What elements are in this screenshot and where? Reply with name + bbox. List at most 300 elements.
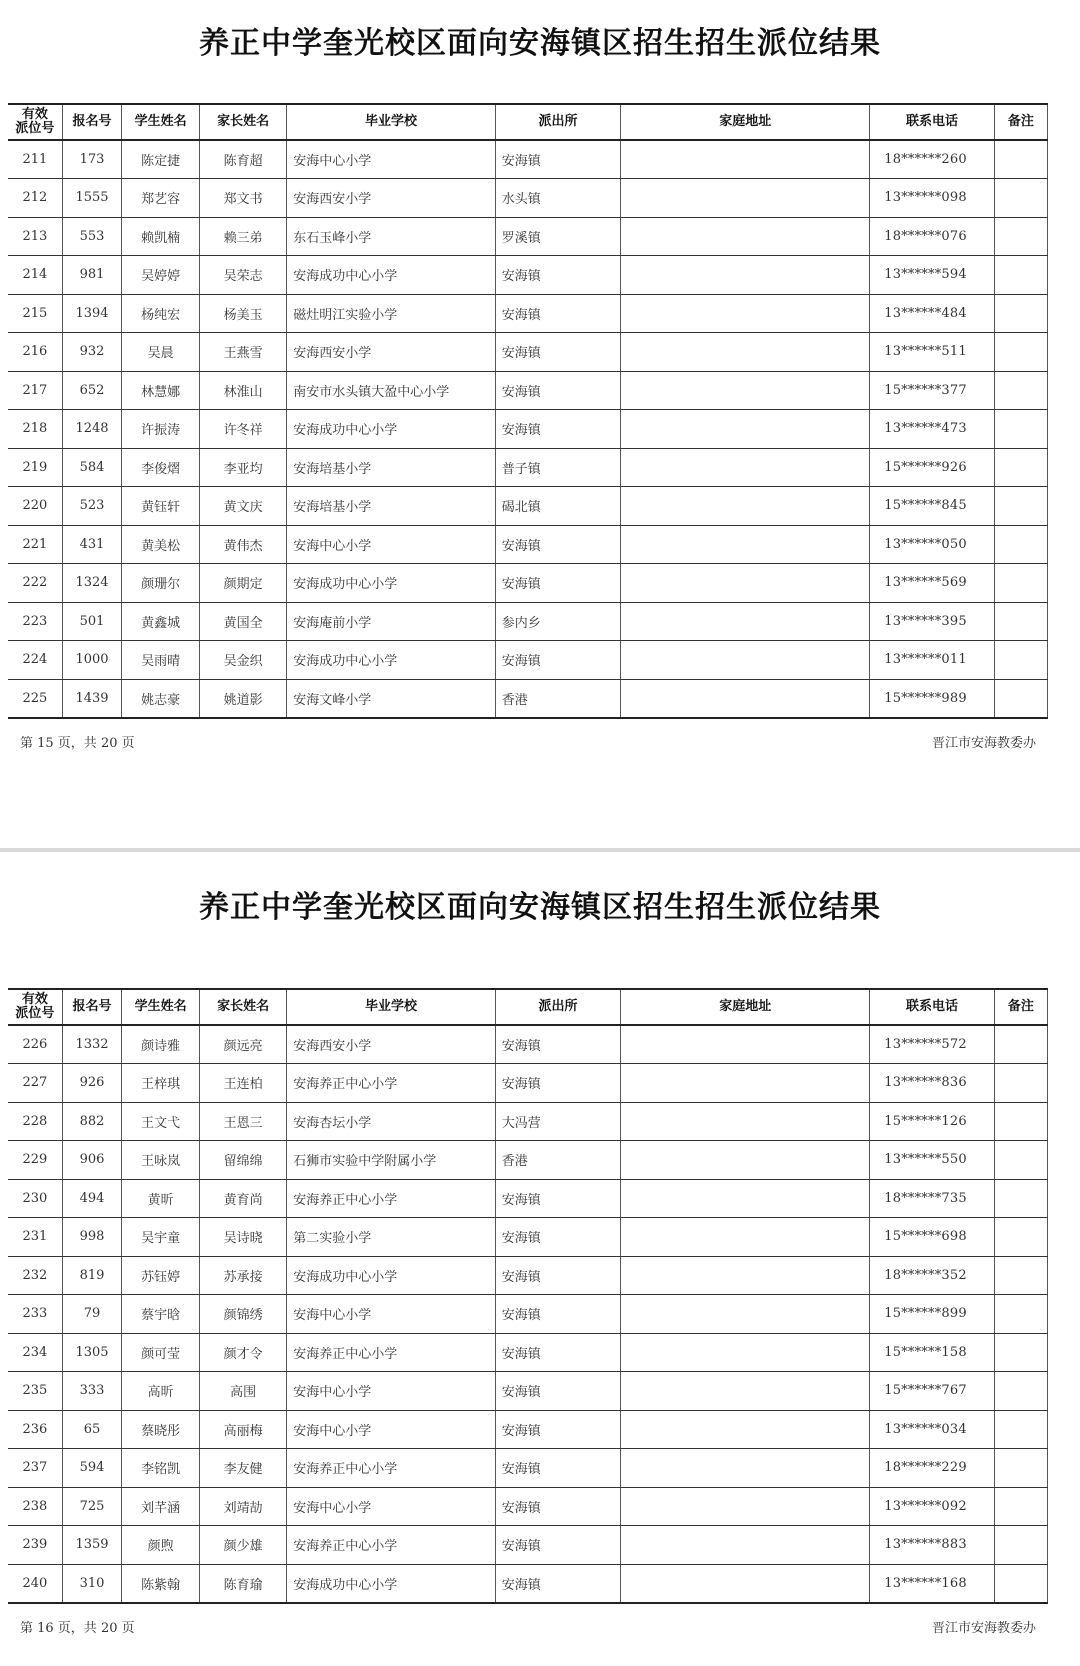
cell-remarks [994, 1025, 1047, 1064]
cell-graduated-school: 南安市水头镇大盈中心小学 [287, 371, 496, 410]
cell-police-station: 安海镇 [495, 410, 621, 449]
cell-allocation-no: 237 [8, 1449, 62, 1488]
table-row [8, 371, 1048, 410]
cell-student-name: 高昕 [122, 1372, 200, 1411]
cell-remarks [994, 1333, 1047, 1372]
cell-graduated-school: 安海成功中心小学 [287, 256, 496, 295]
cell-student-name: 林慧娜 [122, 371, 200, 410]
cell-allocation-no: 214 [8, 256, 62, 295]
cell-allocation-no: 227 [8, 1064, 62, 1103]
cell-graduated-school: 安海文峰小学 [287, 679, 496, 718]
cell-student-name: 郑艺容 [122, 179, 200, 218]
cell-home-address [621, 140, 870, 179]
cell-remarks [994, 410, 1047, 449]
cell-registration-no: 1305 [62, 1333, 122, 1372]
cell-police-station: 安海镇 [495, 1064, 621, 1103]
table-row [8, 1449, 1048, 1488]
cell-allocation-no: 218 [8, 410, 62, 449]
cell-student-name: 吴宇童 [122, 1218, 200, 1257]
cell-home-address [621, 410, 870, 449]
cell-parent-name: 颜才令 [199, 1333, 286, 1372]
cell-parent-name: 留绵绵 [199, 1141, 286, 1180]
cell-registration-no: 501 [62, 602, 122, 641]
cell-registration-no: 494 [62, 1179, 122, 1218]
column-header-police-station: 派出所 [495, 104, 621, 140]
cell-allocation-no: 234 [8, 1333, 62, 1372]
cell-home-address [621, 1141, 870, 1180]
cell-phone: 18******260 [870, 140, 994, 179]
column-header-registration-no: 报名号 [62, 989, 122, 1025]
cell-registration-no: 725 [62, 1487, 122, 1526]
cell-phone: 13******484 [870, 294, 994, 333]
column-header-graduated-school: 毕业学校 [287, 104, 496, 140]
table-row [8, 602, 1048, 641]
cell-student-name: 李铭凯 [122, 1449, 200, 1488]
column-header-parent-name: 家长姓名 [199, 989, 286, 1025]
cell-phone: 13******395 [870, 602, 994, 641]
table-row [8, 641, 1048, 680]
page-title: 养正中学奎光校区面向安海镇区招生招生派位结果 [199, 26, 881, 61]
table-row [8, 448, 1048, 487]
table-row [8, 1179, 1048, 1218]
cell-allocation-no: 235 [8, 1372, 62, 1411]
cell-allocation-no: 225 [8, 679, 62, 718]
cell-police-station: 普子镇 [495, 448, 621, 487]
cell-student-name: 刘芊涵 [122, 1487, 200, 1526]
cell-allocation-no: 220 [8, 487, 62, 526]
column-header-remarks: 备注 [994, 104, 1047, 140]
table-row [8, 333, 1048, 372]
cell-home-address [621, 217, 870, 256]
cell-student-name: 苏钰婷 [122, 1256, 200, 1295]
cell-phone: 13******050 [870, 525, 994, 564]
column-header-registration-no: 报名号 [62, 104, 122, 140]
cell-home-address [621, 1025, 870, 1064]
allocation-table [8, 103, 1048, 719]
cell-parent-name: 高丽梅 [199, 1410, 286, 1449]
cell-student-name: 颜珊尔 [122, 564, 200, 603]
cell-remarks [994, 1372, 1047, 1411]
cell-parent-name: 许冬祥 [199, 410, 286, 449]
cell-registration-no: 333 [62, 1372, 122, 1411]
cell-registration-no: 594 [62, 1449, 122, 1488]
cell-phone: 15******377 [870, 371, 994, 410]
cell-registration-no: 981 [62, 256, 122, 295]
cell-student-name: 蔡晓彤 [122, 1410, 200, 1449]
column-header-student-name: 学生姓名 [122, 104, 200, 140]
cell-student-name: 黄美松 [122, 525, 200, 564]
cell-remarks [994, 1141, 1047, 1180]
cell-home-address [621, 1449, 870, 1488]
table-row [8, 1141, 1048, 1180]
cell-graduated-school: 安海庵前小学 [287, 602, 496, 641]
cell-allocation-no: 219 [8, 448, 62, 487]
cell-home-address [621, 333, 870, 372]
cell-phone: 15******989 [870, 679, 994, 718]
page-title: 养正中学奎光校区面向安海镇区招生招生派位结果 [199, 890, 881, 925]
cell-allocation-no: 222 [8, 564, 62, 603]
cell-graduated-school: 安海西安小学 [287, 333, 496, 372]
cell-home-address [621, 1256, 870, 1295]
table-header-row [8, 989, 1048, 1025]
cell-registration-no: 65 [62, 1410, 122, 1449]
cell-parent-name: 郑文书 [199, 179, 286, 218]
cell-allocation-no: 229 [8, 1141, 62, 1180]
cell-phone: 13******550 [870, 1141, 994, 1180]
cell-graduated-school: 安海成功中心小学 [287, 564, 496, 603]
cell-registration-no: 310 [62, 1564, 122, 1603]
cell-remarks [994, 1449, 1047, 1488]
table-row [8, 487, 1048, 526]
cell-police-station: 碣北镇 [495, 487, 621, 526]
cell-allocation-no: 231 [8, 1218, 62, 1257]
page-number: 第 15 页，共 20 页 [20, 736, 135, 751]
cell-parent-name: 黄文庆 [199, 487, 286, 526]
cell-remarks [994, 487, 1047, 526]
cell-parent-name: 李亚均 [199, 448, 286, 487]
cell-student-name: 吴雨晴 [122, 641, 200, 680]
cell-graduated-school: 安海中心小学 [287, 525, 496, 564]
cell-police-station: 安海镇 [495, 140, 621, 179]
column-header-phone: 联系电话 [870, 104, 994, 140]
cell-phone: 18******352 [870, 1256, 994, 1295]
cell-registration-no: 1332 [62, 1025, 122, 1064]
table-row [8, 1102, 1048, 1141]
cell-police-station: 香港 [495, 679, 621, 718]
cell-parent-name: 黄育尚 [199, 1179, 286, 1218]
cell-registration-no: 584 [62, 448, 122, 487]
cell-allocation-no: 233 [8, 1295, 62, 1334]
table-row [8, 1218, 1048, 1257]
cell-remarks [994, 1064, 1047, 1103]
cell-registration-no: 79 [62, 1295, 122, 1334]
cell-phone: 18******076 [870, 217, 994, 256]
cell-phone: 13******836 [870, 1064, 994, 1103]
cell-graduated-school: 安海西安小学 [287, 179, 496, 218]
cell-phone: 13******883 [870, 1526, 994, 1565]
cell-graduated-school: 石狮市实验中学附属小学 [287, 1141, 496, 1180]
cell-graduated-school: 安海培基小学 [287, 487, 496, 526]
cell-student-name: 王咏岚 [122, 1141, 200, 1180]
cell-police-station: 安海镇 [495, 1179, 621, 1218]
cell-graduated-school: 安海养正中心小学 [287, 1333, 496, 1372]
cell-home-address [621, 602, 870, 641]
cell-graduated-school: 安海中心小学 [287, 1410, 496, 1449]
cell-graduated-school: 磁灶明江实验小学 [287, 294, 496, 333]
cell-phone: 15******845 [870, 487, 994, 526]
cell-allocation-no: 223 [8, 602, 62, 641]
cell-registration-no: 523 [62, 487, 122, 526]
cell-home-address [621, 371, 870, 410]
cell-student-name: 颜诗雅 [122, 1025, 200, 1064]
cell-phone: 15******899 [870, 1295, 994, 1334]
cell-home-address [621, 1102, 870, 1141]
table-row [8, 179, 1048, 218]
column-header-remarks: 备注 [994, 989, 1047, 1025]
cell-parent-name: 颜锦绣 [199, 1295, 286, 1334]
cell-remarks [994, 448, 1047, 487]
cell-graduated-school: 安海成功中心小学 [287, 641, 496, 680]
cell-student-name: 蔡宇晗 [122, 1295, 200, 1334]
table-row [8, 1064, 1048, 1103]
cell-graduated-school: 安海西安小学 [287, 1025, 496, 1064]
cell-allocation-no: 232 [8, 1256, 62, 1295]
cell-graduated-school: 安海养正中心小学 [287, 1064, 496, 1103]
cell-police-station: 参内乡 [495, 602, 621, 641]
cell-phone: 13******511 [870, 333, 994, 372]
cell-allocation-no: 217 [8, 371, 62, 410]
cell-remarks [994, 333, 1047, 372]
cell-remarks [994, 140, 1047, 179]
cell-student-name: 杨纯宏 [122, 294, 200, 333]
cell-police-station: 安海镇 [495, 1487, 621, 1526]
allocation-table [8, 988, 1048, 1604]
column-header-allocation-no: 有效 派位号 [8, 989, 62, 1025]
column-header-police-station: 派出所 [495, 989, 621, 1025]
column-header-home-address: 家庭地址 [621, 989, 870, 1025]
cell-allocation-no: 213 [8, 217, 62, 256]
cell-allocation-no: 224 [8, 641, 62, 680]
issuing-office: 晋江市安海教委办 [931, 736, 1036, 751]
table-row [8, 1333, 1048, 1372]
cell-graduated-school: 安海培基小学 [287, 448, 496, 487]
table-row [8, 410, 1048, 449]
cell-graduated-school: 安海中心小学 [287, 1372, 496, 1411]
cell-parent-name: 王恩三 [199, 1102, 286, 1141]
cell-parent-name: 吴诗晓 [199, 1218, 286, 1257]
cell-allocation-no: 226 [8, 1025, 62, 1064]
cell-graduated-school: 安海成功中心小学 [287, 1564, 496, 1603]
table-row [8, 525, 1048, 564]
cell-phone: 15******698 [870, 1218, 994, 1257]
cell-student-name: 王梓琪 [122, 1064, 200, 1103]
cell-registration-no: 932 [62, 333, 122, 372]
cell-registration-no: 431 [62, 525, 122, 564]
cell-phone: 13******034 [870, 1410, 994, 1449]
cell-home-address [621, 679, 870, 718]
cell-police-station: 安海镇 [495, 1256, 621, 1295]
cell-student-name: 黄钰轩 [122, 487, 200, 526]
cell-remarks [994, 602, 1047, 641]
cell-parent-name: 林淮山 [199, 371, 286, 410]
cell-remarks [994, 564, 1047, 603]
cell-parent-name: 杨美玉 [199, 294, 286, 333]
cell-graduated-school: 安海养正中心小学 [287, 1526, 496, 1565]
cell-registration-no: 553 [62, 217, 122, 256]
table-row [8, 1256, 1048, 1295]
cell-home-address [621, 294, 870, 333]
cell-allocation-no: 239 [8, 1526, 62, 1565]
cell-phone: 15******926 [870, 448, 994, 487]
cell-phone: 13******569 [870, 564, 994, 603]
cell-registration-no: 998 [62, 1218, 122, 1257]
cell-remarks [994, 1564, 1047, 1603]
cell-graduated-school: 安海杏坛小学 [287, 1102, 496, 1141]
cell-police-station: 安海镇 [495, 1410, 621, 1449]
cell-registration-no: 819 [62, 1256, 122, 1295]
cell-parent-name: 王燕雪 [199, 333, 286, 372]
table-row [8, 256, 1048, 295]
cell-parent-name: 吴荣志 [199, 256, 286, 295]
cell-police-station: 安海镇 [495, 1449, 621, 1488]
column-header-parent-name: 家长姓名 [199, 104, 286, 140]
cell-home-address [621, 487, 870, 526]
cell-student-name: 陈紫翰 [122, 1564, 200, 1603]
cell-registration-no: 1394 [62, 294, 122, 333]
cell-phone: 13******092 [870, 1487, 994, 1526]
cell-phone: 15******767 [870, 1372, 994, 1411]
cell-remarks [994, 679, 1047, 718]
cell-allocation-no: 221 [8, 525, 62, 564]
cell-student-name: 吴晨 [122, 333, 200, 372]
cell-parent-name: 颜少雄 [199, 1526, 286, 1565]
cell-graduated-school: 第二实验小学 [287, 1218, 496, 1257]
cell-police-station: 安海镇 [495, 1372, 621, 1411]
cell-home-address [621, 1487, 870, 1526]
cell-home-address [621, 1179, 870, 1218]
table-row [8, 1372, 1048, 1411]
cell-student-name: 赖凯楠 [122, 217, 200, 256]
cell-registration-no: 1555 [62, 179, 122, 218]
cell-parent-name: 姚道影 [199, 679, 286, 718]
cell-parent-name: 陈育超 [199, 140, 286, 179]
cell-registration-no: 1439 [62, 679, 122, 718]
cell-police-station: 安海镇 [495, 333, 621, 372]
cell-allocation-no: 228 [8, 1102, 62, 1141]
cell-home-address [621, 1333, 870, 1372]
cell-remarks [994, 1102, 1047, 1141]
column-header-phone: 联系电话 [870, 989, 994, 1025]
cell-registration-no: 906 [62, 1141, 122, 1180]
cell-remarks [994, 1179, 1047, 1218]
cell-police-station: 安海镇 [495, 1564, 621, 1603]
cell-remarks [994, 1487, 1047, 1526]
cell-parent-name: 苏承接 [199, 1256, 286, 1295]
cell-graduated-school: 安海中心小学 [287, 1487, 496, 1526]
document-page-16 [0, 852, 1080, 1666]
cell-parent-name: 颜期定 [199, 564, 286, 603]
cell-graduated-school: 安海养正中心小学 [287, 1449, 496, 1488]
column-header-student-name: 学生姓名 [122, 989, 200, 1025]
cell-student-name: 吴婷婷 [122, 256, 200, 295]
cell-phone: 13******098 [870, 179, 994, 218]
cell-police-station: 安海镇 [495, 256, 621, 295]
cell-student-name: 颜煦 [122, 1526, 200, 1565]
table-row [8, 1526, 1048, 1565]
cell-allocation-no: 212 [8, 179, 62, 218]
cell-home-address [621, 1526, 870, 1565]
cell-parent-name: 王连柏 [199, 1064, 286, 1103]
cell-parent-name: 陈育瑜 [199, 1564, 286, 1603]
cell-remarks [994, 1295, 1047, 1334]
cell-student-name: 李俊熠 [122, 448, 200, 487]
cell-student-name: 黄鑫城 [122, 602, 200, 641]
cell-graduated-school: 安海成功中心小学 [287, 410, 496, 449]
cell-police-station: 安海镇 [495, 525, 621, 564]
cell-remarks [994, 1526, 1047, 1565]
cell-registration-no: 173 [62, 140, 122, 179]
table-row [8, 1025, 1048, 1064]
cell-allocation-no: 211 [8, 140, 62, 179]
cell-registration-no: 1248 [62, 410, 122, 449]
cell-allocation-no: 236 [8, 1410, 62, 1449]
cell-parent-name: 李友健 [199, 1449, 286, 1488]
cell-phone: 13******473 [870, 410, 994, 449]
cell-student-name: 黄昕 [122, 1179, 200, 1218]
cell-phone: 13******168 [870, 1564, 994, 1603]
cell-registration-no: 652 [62, 371, 122, 410]
cell-phone: 18******735 [870, 1179, 994, 1218]
table-row [8, 1295, 1048, 1334]
table-row [8, 294, 1048, 333]
cell-home-address [621, 564, 870, 603]
cell-parent-name: 吴金织 [199, 641, 286, 680]
cell-remarks [994, 641, 1047, 680]
cell-home-address [621, 448, 870, 487]
cell-remarks [994, 525, 1047, 564]
cell-remarks [994, 179, 1047, 218]
cell-phone: 13******572 [870, 1025, 994, 1064]
cell-phone: 15******126 [870, 1102, 994, 1141]
cell-registration-no: 1324 [62, 564, 122, 603]
cell-remarks [994, 256, 1047, 295]
cell-police-station: 安海镇 [495, 1295, 621, 1334]
table-row [8, 1487, 1048, 1526]
table-row [8, 1564, 1048, 1603]
cell-home-address [621, 1218, 870, 1257]
cell-parent-name: 高围 [199, 1372, 286, 1411]
cell-parent-name: 刘靖劼 [199, 1487, 286, 1526]
issuing-office: 晋江市安海教委办 [931, 1621, 1036, 1636]
cell-graduated-school: 安海中心小学 [287, 140, 496, 179]
table-header-row [8, 104, 1048, 140]
cell-home-address [621, 525, 870, 564]
cell-remarks [994, 1256, 1047, 1295]
cell-police-station: 安海镇 [495, 1218, 621, 1257]
cell-registration-no: 926 [62, 1064, 122, 1103]
column-header-graduated-school: 毕业学校 [287, 989, 496, 1025]
cell-home-address [621, 1410, 870, 1449]
cell-home-address [621, 256, 870, 295]
cell-police-station: 安海镇 [495, 564, 621, 603]
cell-home-address [621, 1372, 870, 1411]
cell-police-station: 安海镇 [495, 641, 621, 680]
cell-police-station: 香港 [495, 1141, 621, 1180]
cell-registration-no: 1359 [62, 1526, 122, 1565]
cell-graduated-school: 安海养正中心小学 [287, 1179, 496, 1218]
cell-police-station: 罗溪镇 [495, 217, 621, 256]
cell-parent-name: 黄国全 [199, 602, 286, 641]
cell-remarks [994, 294, 1047, 333]
cell-parent-name: 赖三弟 [199, 217, 286, 256]
cell-police-station: 水头镇 [495, 179, 621, 218]
cell-parent-name: 颜远亮 [199, 1025, 286, 1064]
cell-allocation-no: 230 [8, 1179, 62, 1218]
cell-allocation-no: 216 [8, 333, 62, 372]
cell-home-address [621, 1564, 870, 1603]
cell-home-address [621, 179, 870, 218]
page-number: 第 16 页，共 20 页 [20, 1621, 135, 1636]
column-header-allocation-no: 有效 派位号 [8, 104, 62, 140]
cell-home-address [621, 1295, 870, 1334]
cell-graduated-school: 东石玉峰小学 [287, 217, 496, 256]
cell-student-name: 颜可莹 [122, 1333, 200, 1372]
cell-student-name: 陈定捷 [122, 140, 200, 179]
cell-student-name: 王文弋 [122, 1102, 200, 1141]
cell-registration-no: 882 [62, 1102, 122, 1141]
table-row [8, 564, 1048, 603]
cell-remarks [994, 1218, 1047, 1257]
